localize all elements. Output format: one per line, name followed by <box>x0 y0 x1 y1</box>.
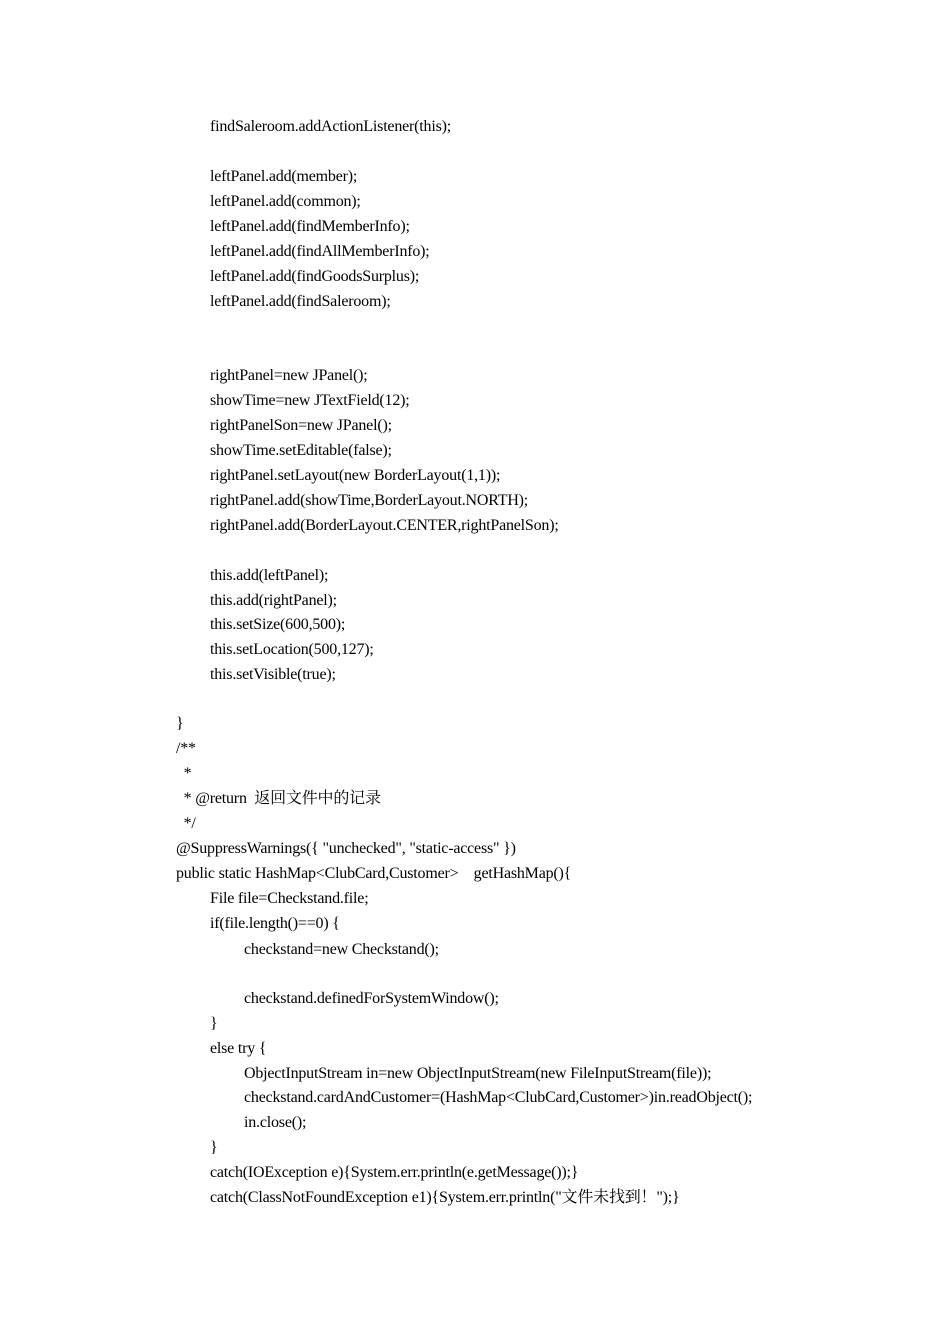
code-line: checkstand=new Checkstand(); <box>244 941 439 958</box>
code-line: leftPanel.add(common); <box>210 193 361 210</box>
code-line: /** <box>176 740 196 757</box>
code-line: rightPanel.add(BorderLayout.CENTER,rightPanelSon); <box>210 517 559 534</box>
code-line: } <box>210 1015 218 1032</box>
code-line: ObjectInputStream in=new ObjectInputStream(new FileInputStream(file)); <box>244 1065 712 1082</box>
code-line: } <box>176 715 184 732</box>
code-line: @SuppressWarnings({ "unchecked", "static-access" }) <box>176 840 516 857</box>
code-line: * <box>176 765 192 782</box>
code-line: showTime.setEditable(false); <box>210 442 392 459</box>
code-line: catch(ClassNotFoundException e1){System.err.println("文件未找到！");} <box>210 1189 680 1206</box>
code-line: this.add(rightPanel); <box>210 592 337 609</box>
code-line: leftPanel.add(findSaleroom); <box>210 293 391 310</box>
code-line: checkstand.definedForSystemWindow(); <box>244 990 499 1007</box>
code-line: } <box>210 1139 218 1156</box>
code-line: findSaleroom.addActionListener(this); <box>210 118 451 135</box>
code-line: */ <box>176 815 196 832</box>
code-line: this.setSize(600,500); <box>210 616 346 633</box>
code-line: rightPanelSon=new JPanel(); <box>210 417 392 434</box>
code-line: else try { <box>210 1040 267 1057</box>
code-line: leftPanel.add(findAllMemberInfo); <box>210 243 430 260</box>
code-line: public static HashMap<ClubCard,Customer> getHashMap(){ <box>176 865 572 882</box>
code-line: in.close(); <box>244 1114 307 1131</box>
code-line: rightPanel=new JPanel(); <box>210 367 368 384</box>
code-line: leftPanel.add(findMemberInfo); <box>210 218 410 235</box>
code-line: this.add(leftPanel); <box>210 567 329 584</box>
code-line: catch(IOException e){System.err.println(e.getMessage());} <box>210 1164 579 1181</box>
code-line: leftPanel.add(findGoodsSurplus); <box>210 268 420 285</box>
code-line: if(file.length()==0) { <box>210 915 340 932</box>
code-line: leftPanel.add(member); <box>210 168 358 185</box>
code-line: rightPanel.add(showTime,BorderLayout.NORTH); <box>210 492 529 509</box>
code-line: showTime=new JTextField(12); <box>210 392 410 409</box>
code-line: rightPanel.setLayout(new BorderLayout(1,1)); <box>210 467 501 484</box>
code-line: this.setVisible(true); <box>210 666 336 683</box>
code-line: checkstand.cardAndCustomer=(HashMap<ClubCard,Customer>)in.readObject(); <box>244 1089 753 1106</box>
code-line: this.setLocation(500,127); <box>210 641 374 658</box>
code-line: File file=Checkstand.file; <box>210 890 369 907</box>
code-line: * @return 返回文件中的记录 <box>176 790 381 807</box>
